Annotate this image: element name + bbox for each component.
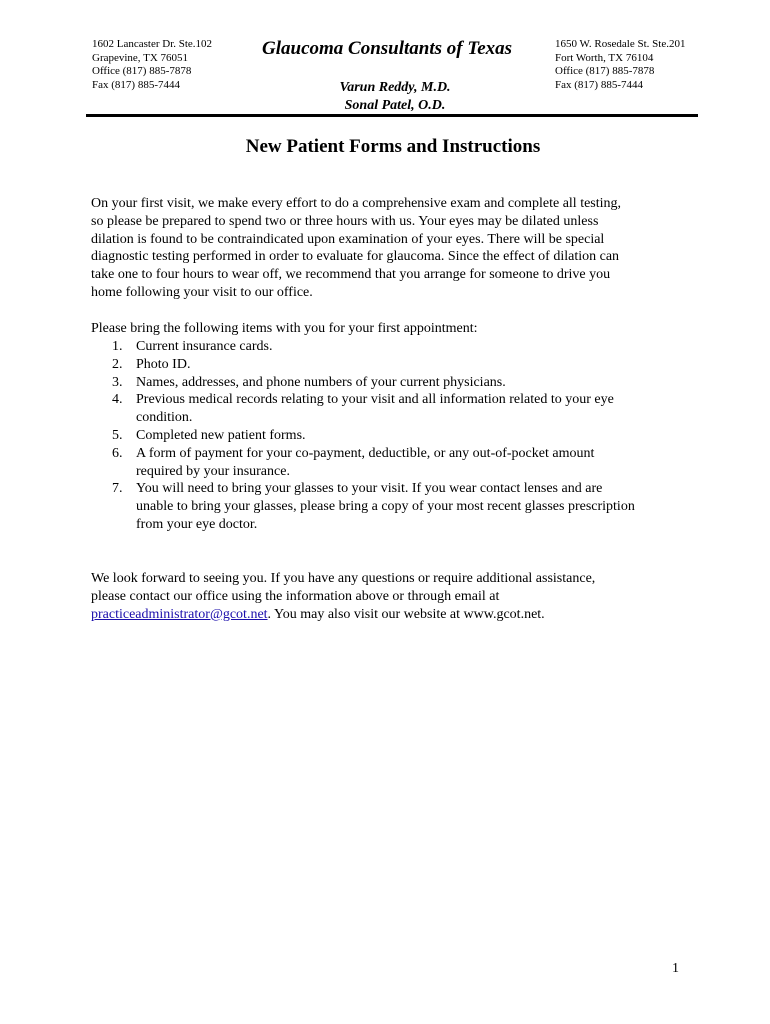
item-number: 3. bbox=[112, 374, 123, 390]
list-item bbox=[91, 445, 691, 481]
paragraph-line: dilation is found to be contraindicated upon examination of your eyes. There will be special bbox=[91, 231, 605, 247]
phone-line: Office (817) 885-7878 bbox=[92, 65, 192, 77]
header-divider bbox=[86, 114, 698, 117]
page-title: New Patient Forms and Instructions bbox=[245, 136, 541, 157]
list-item bbox=[91, 356, 691, 374]
fax-line: Fax (817) 885-7444 bbox=[92, 78, 180, 91]
item-text: You will need to bring your glasses to your visit. If you wear contact lenses and are bbox=[136, 481, 603, 497]
item-number: 1. bbox=[112, 339, 123, 354]
item-text: Previous medical records relating to your visit and all information related to your eye bbox=[136, 392, 614, 408]
item-number: 6. bbox=[112, 445, 123, 461]
paragraph-line bbox=[91, 606, 691, 624]
checklist-intro bbox=[91, 320, 691, 338]
address-line: Fort Worth, TX 76104 bbox=[555, 51, 654, 64]
address-line: Grapevine, TX 76051 bbox=[92, 51, 189, 64]
paragraph-line: home following your visit to our office. bbox=[91, 284, 313, 300]
intro-paragraph bbox=[91, 195, 691, 302]
item-number: 2. bbox=[112, 356, 123, 372]
item-number: 5. bbox=[112, 427, 123, 443]
practice-name: Glaucoma Consultants of Texas bbox=[262, 38, 513, 59]
doctor-name: Sonal Patel, O.D. bbox=[344, 98, 446, 113]
address-line: 1602 Lancaster Dr. Ste.102 bbox=[92, 38, 213, 50]
address-line: 1650 W. Rosedale St. Ste.201 bbox=[555, 38, 686, 50]
phone-line: Office (817) 885-7878 bbox=[555, 65, 655, 77]
list-item bbox=[91, 391, 691, 427]
doctors-block bbox=[300, 79, 490, 115]
list-item bbox=[91, 374, 691, 392]
list-item bbox=[91, 338, 691, 356]
item-text: Names, addresses, and phone numbers of your current physicians. bbox=[136, 374, 506, 390]
item-text: Completed new patient forms. bbox=[136, 427, 306, 443]
fax-line: Fax (817) 885-7444 bbox=[555, 78, 643, 91]
left-office-address bbox=[92, 38, 212, 92]
item-text: condition. bbox=[136, 410, 193, 426]
closing-paragraph bbox=[91, 570, 691, 623]
paragraph-line: Please bring the following items with you for your first appointment: bbox=[91, 321, 478, 336]
item-text: required by your insurance. bbox=[136, 463, 290, 479]
item-number: 7. bbox=[112, 481, 123, 497]
checklist bbox=[91, 338, 691, 534]
paragraph-line: On your first visit, we make every effort to do a comprehensive exam and complete all testing, bbox=[91, 196, 622, 211]
list-item bbox=[91, 480, 691, 533]
paragraph-line: so please be prepared to spend two or three hours with us. Your eyes may be dilated unless bbox=[91, 213, 599, 229]
paragraph-line: please contact our office using the information above or through email at bbox=[91, 588, 500, 604]
item-text: Photo ID. bbox=[136, 356, 191, 372]
item-text: A form of payment for your co-payment, deductible, or any out-of-pocket amount bbox=[136, 445, 595, 461]
page-number: 1 bbox=[672, 961, 679, 976]
item-number: 4. bbox=[112, 392, 123, 408]
list-item bbox=[91, 427, 691, 445]
item-text: from your eye doctor. bbox=[136, 516, 258, 532]
website-text: . You may also visit our website at www.gcot.net. bbox=[267, 606, 545, 622]
paragraph-line: take one to four hours to wear off, we recommend that you arrange for someone to drive you bbox=[91, 267, 611, 283]
item-text: unable to bring your glasses, please bring a copy of your most recent glasses prescription bbox=[136, 499, 635, 515]
paragraph-line: diagnostic testing performed in order to evaluate for glaucoma. Since the effect of dilation can bbox=[91, 249, 620, 265]
paragraph-line: We look forward to seeing you. If you have any questions or require additional assistance, bbox=[91, 571, 596, 586]
right-office-address bbox=[555, 38, 685, 92]
doctor-name: Varun Reddy, M.D. bbox=[339, 80, 451, 95]
email-link[interactable]: practiceadministrator@gcot.net bbox=[91, 606, 268, 622]
item-text: Current insurance cards. bbox=[136, 339, 273, 354]
